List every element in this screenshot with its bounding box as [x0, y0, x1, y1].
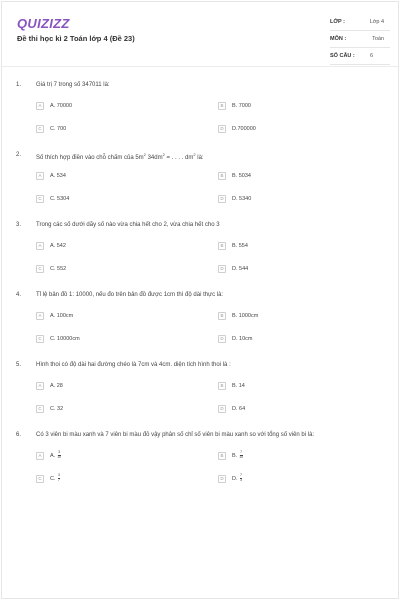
option-a[interactable]: [36, 240, 66, 251]
option-c[interactable]: [36, 403, 63, 414]
question-5: [2, 356, 398, 426]
option-text: B. 554: [232, 242, 248, 249]
option-text: A. 100cm: [50, 312, 74, 319]
option-b[interactable]: [218, 380, 245, 391]
question-text: Tỉ lệ bản đồ 1: 10000, nếu đo trên bản đồ được 1cm thì độ dài thực là:: [36, 292, 224, 298]
option-letter-box: B: [218, 172, 226, 180]
option-d[interactable]: [218, 403, 245, 414]
option-letter-box: C: [36, 335, 44, 343]
option-text: B. 5034: [232, 172, 251, 179]
option-a[interactable]: [36, 450, 61, 461]
meta-value: Toán: [372, 36, 384, 42]
question-4: [2, 286, 398, 356]
option-text: C. 5304: [50, 195, 70, 202]
option-text: B. 14: [232, 382, 245, 389]
option-d[interactable]: [218, 333, 252, 344]
option-text: A. 542: [50, 242, 66, 249]
option-text: B. 7000: [232, 102, 251, 109]
option-a[interactable]: [36, 100, 72, 111]
option-b[interactable]: [218, 450, 243, 461]
meta-value: Lớp 4: [369, 19, 384, 25]
option-letter-box: A: [36, 242, 44, 250]
option-text: C. 552: [50, 265, 67, 272]
option-letter-box: C: [36, 125, 44, 133]
question-text: Hình thoi có độ dài hai đường chéo là 7cm và 4cm. diện tích hình thoi là :: [36, 362, 231, 368]
option-text: C. 10000cm: [50, 335, 80, 342]
option-text: A. 70000: [50, 102, 73, 109]
option-a[interactable]: [36, 380, 63, 391]
option-letter-box: A: [36, 312, 44, 320]
option-d[interactable]: [218, 263, 248, 274]
option-a[interactable]: [36, 310, 73, 321]
option-c[interactable]: [36, 123, 66, 134]
meta-key: SỐ CÂU :: [330, 53, 355, 59]
option-letter-box: B: [218, 452, 226, 460]
question-6: [2, 426, 398, 496]
option-letter-box: B: [218, 102, 226, 110]
question-number: 6.: [16, 432, 22, 438]
question-list: [2, 76, 398, 496]
question-number: 4.: [16, 292, 22, 298]
option-d[interactable]: [218, 123, 256, 134]
option-c[interactable]: [36, 263, 66, 274]
question-text: Số thích hợp điền vào chỗ chấm của $5m^2$ $34dm^2$ = . . . . $dm^2$ là:: [36, 152, 204, 161]
option-b[interactable]: [218, 240, 248, 251]
option-letter-box: B: [218, 382, 226, 390]
worksheet-page: [1, 1, 399, 599]
question-number: 2.: [16, 152, 22, 158]
fraction: $\frac{3}{7}$: [58, 473, 60, 482]
option-letter-box: D: [218, 195, 226, 203]
option-text: A. 534: [50, 172, 66, 179]
option-letter-box: B: [218, 242, 226, 250]
option-c[interactable]: [36, 193, 69, 204]
option-letter-box: C: [36, 475, 44, 483]
meta-row-class: [330, 14, 390, 31]
question-3: [2, 216, 398, 286]
option-text: D. 544: [232, 265, 249, 272]
option-letter-box: D: [218, 125, 226, 133]
question-text: Giá trị 7 trong số 347011 là:: [36, 82, 110, 88]
option-text: D.700000: [232, 125, 256, 132]
question-text: Trong các số dưới dãy số nào vừa chia hết cho 2, vừa chia hết cho 3: [36, 222, 220, 228]
meta-value: 6: [370, 53, 374, 59]
question-number: 3.: [16, 222, 22, 228]
option-letter-box: D: [218, 475, 226, 483]
question-1: [2, 76, 398, 146]
option-letter-box: C: [36, 265, 44, 273]
option-text: D. 64: [232, 405, 246, 412]
option-d[interactable]: [218, 473, 242, 484]
meta-row-subject: [330, 31, 390, 48]
option-letter-box: A: [36, 172, 44, 180]
option-letter-box: C: [36, 195, 44, 203]
option-text: D. 5340: [232, 195, 252, 202]
meta-key: MÔN :: [330, 36, 347, 42]
option-letter-box: A: [36, 452, 44, 460]
option-b[interactable]: [218, 310, 258, 321]
option-c[interactable]: [36, 333, 80, 344]
option-text: A.: [50, 452, 56, 459]
option-letter-box: C: [36, 405, 44, 413]
quizizz-logo: QUIZIZZ: [17, 16, 70, 31]
option-letter-box: A: [36, 102, 44, 110]
worksheet-header: [2, 2, 398, 64]
option-text: D. 10cm: [232, 335, 253, 342]
question-number: 1.: [16, 82, 22, 88]
header-divider: [2, 66, 398, 67]
question-text: Có 3 viên bi màu xanh và 7 viên bi màu đỏ vậy phân số chỉ số viên bi màu xanh so với tổng số viên bi là:: [36, 432, 315, 438]
option-letter-box: B: [218, 312, 226, 320]
option-text: B.: [232, 452, 238, 459]
fraction: $\frac{3}{10}$: [57, 450, 62, 459]
option-text: B. 1000cm: [232, 312, 259, 319]
question-2: [2, 146, 398, 216]
option-a[interactable]: [36, 170, 66, 181]
page-title: Đề thi học kì 2 Toán lớp 4 (Đề 23): [17, 34, 135, 43]
option-text: C. 700: [50, 125, 67, 132]
option-d[interactable]: [218, 193, 251, 204]
option-letter-box: D: [218, 265, 226, 273]
fraction: $\frac{7}{3}$: [240, 473, 242, 482]
option-letter-box: A: [36, 382, 44, 390]
option-letter-box: D: [218, 405, 226, 413]
option-c[interactable]: [36, 473, 60, 484]
option-letter-box: D: [218, 335, 226, 343]
option-text: C.: [50, 475, 56, 482]
option-b[interactable]: [218, 170, 251, 181]
option-b[interactable]: [218, 100, 251, 111]
question-number: 5.: [16, 362, 22, 368]
option-text: D.: [232, 475, 238, 482]
meta-key: LỚP :: [330, 19, 345, 25]
fraction: $\frac{7}{10}$: [239, 450, 244, 459]
meta-row-count: [330, 48, 390, 65]
meta-table: [330, 14, 390, 65]
option-text: A. 28: [50, 382, 63, 389]
option-text: C. 32: [50, 405, 64, 412]
